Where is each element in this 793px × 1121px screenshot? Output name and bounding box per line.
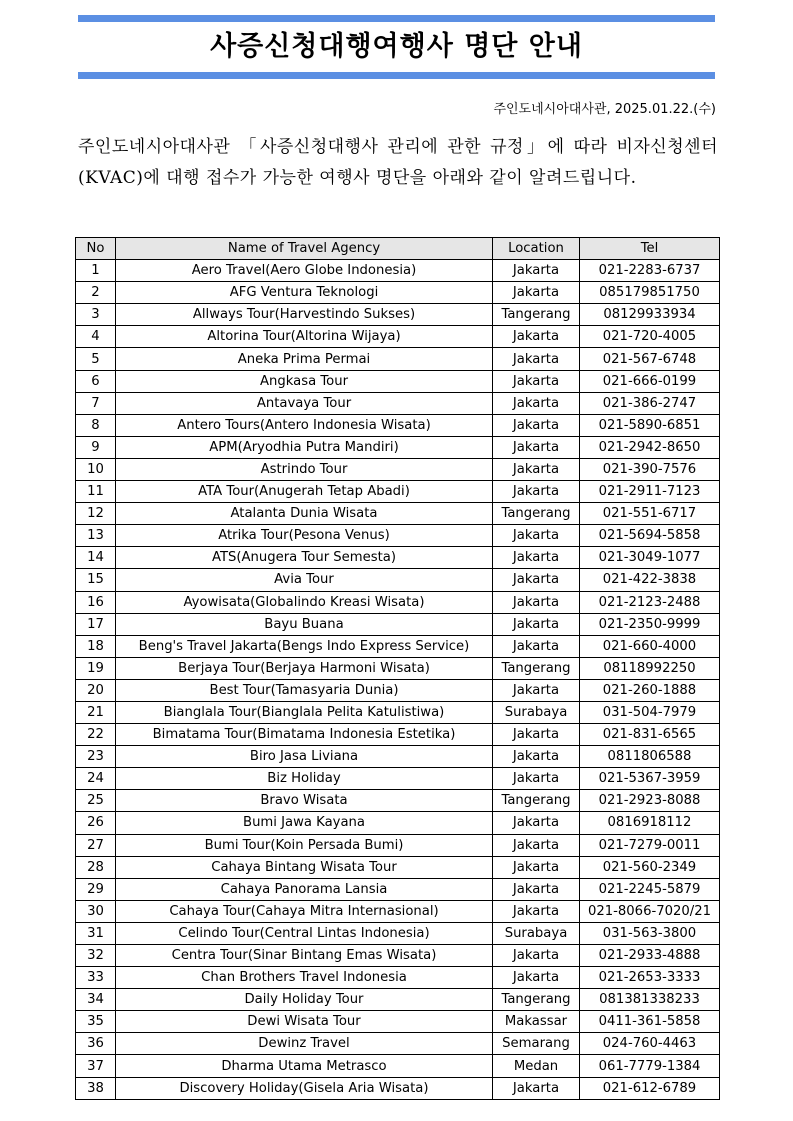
cell-tel: 021-2350-9999 bbox=[580, 613, 720, 635]
cell-tel: 021-2653-3333 bbox=[580, 967, 720, 989]
cell-no: 32 bbox=[76, 945, 116, 967]
cell-tel: 021-2942-8650 bbox=[580, 436, 720, 458]
cell-agency-name: Centra Tour(Sinar Bintang Emas Wisata) bbox=[116, 945, 493, 967]
cell-tel: 021-666-0199 bbox=[580, 370, 720, 392]
page-title: 사증신청대행여행사 명단 안내 bbox=[210, 31, 583, 62]
cell-no: 2 bbox=[76, 282, 116, 304]
cell-tel: 0816918112 bbox=[580, 812, 720, 834]
cell-location: Jakarta bbox=[493, 525, 580, 547]
cell-agency-name: Dewinz Travel bbox=[116, 1033, 493, 1055]
travel-agency-table bbox=[75, 237, 720, 1100]
cell-location: Jakarta bbox=[493, 900, 580, 922]
cell-tel: 021-422-3838 bbox=[580, 569, 720, 591]
table-row bbox=[76, 613, 720, 635]
table-row bbox=[76, 326, 720, 348]
cell-location: Jakarta bbox=[493, 436, 580, 458]
cell-no: 38 bbox=[76, 1077, 116, 1099]
table-row bbox=[76, 878, 720, 900]
table-row bbox=[76, 481, 720, 503]
cell-no: 1 bbox=[76, 260, 116, 282]
cell-agency-name: Bravo Wisata bbox=[116, 790, 493, 812]
header-no: No bbox=[76, 238, 116, 260]
cell-agency-name: Cahaya Tour(Cahaya Mitra Internasional) bbox=[116, 900, 493, 922]
cell-tel: 021-2911-7123 bbox=[580, 481, 720, 503]
cell-agency-name: Dharma Utama Metrasco bbox=[116, 1055, 493, 1077]
intro-paragraph: 주인도네시아대사관 「사증신청대행사 관리에 관한 규정」에 따라 비자신청센터(KVAC)에 대행 접수가 가능한 여행사 명단을 아래와 같이 알려드립니다. bbox=[78, 137, 718, 188]
cell-agency-name: Allways Tour(Harvestindo Sukses) bbox=[116, 304, 493, 326]
cell-location: Jakarta bbox=[493, 613, 580, 635]
cell-location: Jakarta bbox=[493, 945, 580, 967]
cell-agency-name: Cahaya Bintang Wisata Tour bbox=[116, 856, 493, 878]
cell-agency-name: Atrika Tour(Pesona Venus) bbox=[116, 525, 493, 547]
table-row bbox=[76, 370, 720, 392]
cell-tel: 021-5890-6851 bbox=[580, 414, 720, 436]
cell-no: 6 bbox=[76, 370, 116, 392]
table-row bbox=[76, 458, 720, 480]
table-row bbox=[76, 260, 720, 282]
table-row bbox=[76, 1033, 720, 1055]
cell-location: Jakarta bbox=[493, 724, 580, 746]
cell-location: Jakarta bbox=[493, 834, 580, 856]
cell-tel: 061-7779-1384 bbox=[580, 1055, 720, 1077]
cell-agency-name: Altorina Tour(Altorina Wijaya) bbox=[116, 326, 493, 348]
table-row bbox=[76, 282, 720, 304]
cell-location: Jakarta bbox=[493, 414, 580, 436]
cell-agency-name: Dewi Wisata Tour bbox=[116, 1011, 493, 1033]
cell-tel: 081381338233 bbox=[580, 989, 720, 1011]
table-row bbox=[76, 679, 720, 701]
cell-tel: 0411-361-5858 bbox=[580, 1011, 720, 1033]
cell-location: Tangerang bbox=[493, 503, 580, 525]
cell-no: 16 bbox=[76, 591, 116, 613]
cell-tel: 021-567-6748 bbox=[580, 348, 720, 370]
cell-no: 26 bbox=[76, 812, 116, 834]
header-location: Location bbox=[493, 238, 580, 260]
cell-location: Tangerang bbox=[493, 989, 580, 1011]
table-row bbox=[76, 900, 720, 922]
cell-no: 27 bbox=[76, 834, 116, 856]
cell-location: Jakarta bbox=[493, 260, 580, 282]
cell-tel: 085179851750 bbox=[580, 282, 720, 304]
cell-tel: 021-260-1888 bbox=[580, 679, 720, 701]
cell-agency-name: Ayowisata(Globalindo Kreasi Wisata) bbox=[116, 591, 493, 613]
cell-agency-name: ATS(Anugera Tour Semesta) bbox=[116, 547, 493, 569]
table-body bbox=[76, 260, 720, 1100]
cell-agency-name: Antavaya Tour bbox=[116, 392, 493, 414]
cell-location: Tangerang bbox=[493, 657, 580, 679]
cell-no: 17 bbox=[76, 613, 116, 635]
cell-location: Jakarta bbox=[493, 370, 580, 392]
cell-tel: 08129933934 bbox=[580, 304, 720, 326]
cell-no: 36 bbox=[76, 1033, 116, 1055]
cell-tel: 0811806588 bbox=[580, 746, 720, 768]
table-header-row bbox=[76, 238, 720, 260]
cell-agency-name: Berjaya Tour(Berjaya Harmoni Wisata) bbox=[116, 657, 493, 679]
table-row bbox=[76, 945, 720, 967]
cell-agency-name: Avia Tour bbox=[116, 569, 493, 591]
cell-location: Jakarta bbox=[493, 967, 580, 989]
cell-no: 22 bbox=[76, 724, 116, 746]
table-row bbox=[76, 790, 720, 812]
table-row bbox=[76, 724, 720, 746]
cell-location: Jakarta bbox=[493, 878, 580, 900]
cell-tel: 021-2245-5879 bbox=[580, 878, 720, 900]
table-row bbox=[76, 304, 720, 326]
table-row bbox=[76, 746, 720, 768]
cell-agency-name: Aero Travel(Aero Globe Indonesia) bbox=[116, 260, 493, 282]
cell-tel: 021-612-6789 bbox=[580, 1077, 720, 1099]
cell-agency-name: Daily Holiday Tour bbox=[116, 989, 493, 1011]
cell-tel: 021-2283-6737 bbox=[580, 260, 720, 282]
cell-tel: 021-560-2349 bbox=[580, 856, 720, 878]
cell-no: 5 bbox=[76, 348, 116, 370]
cell-agency-name: ATA Tour(Anugerah Tetap Abadi) bbox=[116, 481, 493, 503]
cell-tel: 021-2933-4888 bbox=[580, 945, 720, 967]
cell-tel: 021-720-4005 bbox=[580, 326, 720, 348]
table-row bbox=[76, 922, 720, 944]
issuer-date-line: 주인도네시아대사관, 2025.01.22.(수) bbox=[493, 102, 716, 117]
table-row bbox=[76, 503, 720, 525]
cell-no: 7 bbox=[76, 392, 116, 414]
cell-location: Jakarta bbox=[493, 458, 580, 480]
table-row bbox=[76, 701, 720, 723]
cell-location: Jakarta bbox=[493, 812, 580, 834]
cell-no: 13 bbox=[76, 525, 116, 547]
table-row bbox=[76, 1055, 720, 1077]
table-row bbox=[76, 834, 720, 856]
cell-no: 20 bbox=[76, 679, 116, 701]
cell-no: 25 bbox=[76, 790, 116, 812]
cell-location: Jakarta bbox=[493, 679, 580, 701]
cell-agency-name: Bimatama Tour(Bimatama Indonesia Estetika) bbox=[116, 724, 493, 746]
cell-location: Jakarta bbox=[493, 591, 580, 613]
cell-no: 3 bbox=[76, 304, 116, 326]
cell-location: Jakarta bbox=[493, 768, 580, 790]
cell-tel: 031-563-3800 bbox=[580, 922, 720, 944]
cell-tel: 021-660-4000 bbox=[580, 635, 720, 657]
cell-tel: 021-551-6717 bbox=[580, 503, 720, 525]
cell-no: 15 bbox=[76, 569, 116, 591]
table-row bbox=[76, 547, 720, 569]
cell-agency-name: Biro Jasa Liviana bbox=[116, 746, 493, 768]
cell-agency-name: Bayu Buana bbox=[116, 613, 493, 635]
cell-location: Surabaya bbox=[493, 922, 580, 944]
title-bottom-rule bbox=[78, 72, 715, 79]
cell-tel: 021-386-2747 bbox=[580, 392, 720, 414]
cell-tel: 021-2123-2488 bbox=[580, 591, 720, 613]
cell-location: Jakarta bbox=[493, 326, 580, 348]
cell-agency-name: Beng's Travel Jakarta(Bengs Indo Express Service) bbox=[116, 635, 493, 657]
cell-location: Surabaya bbox=[493, 701, 580, 723]
table-row bbox=[76, 967, 720, 989]
cell-location: Jakarta bbox=[493, 282, 580, 304]
cell-no: 14 bbox=[76, 547, 116, 569]
cell-no: 29 bbox=[76, 878, 116, 900]
table-row bbox=[76, 1011, 720, 1033]
cell-tel: 021-5694-5858 bbox=[580, 525, 720, 547]
table-row bbox=[76, 635, 720, 657]
cell-agency-name: Bumi Tour(Koin Persada Bumi) bbox=[116, 834, 493, 856]
cell-location: Jakarta bbox=[493, 392, 580, 414]
table-row bbox=[76, 856, 720, 878]
cell-tel: 08118992250 bbox=[580, 657, 720, 679]
cell-agency-name: Astrindo Tour bbox=[116, 458, 493, 480]
cell-agency-name: APM(Aryodhia Putra Mandiri) bbox=[116, 436, 493, 458]
cell-no: 19 bbox=[76, 657, 116, 679]
cell-tel: 021-831-6565 bbox=[580, 724, 720, 746]
cell-location: Jakarta bbox=[493, 547, 580, 569]
cell-no: 28 bbox=[76, 856, 116, 878]
cell-location: Jakarta bbox=[493, 1077, 580, 1099]
header-tel: Tel bbox=[580, 238, 720, 260]
table-row bbox=[76, 591, 720, 613]
cell-no: 8 bbox=[76, 414, 116, 436]
cell-location: Medan bbox=[493, 1055, 580, 1077]
cell-no: 37 bbox=[76, 1055, 116, 1077]
cell-tel: 021-2923-8088 bbox=[580, 790, 720, 812]
cell-agency-name: Atalanta Dunia Wisata bbox=[116, 503, 493, 525]
cell-agency-name: Biz Holiday bbox=[116, 768, 493, 790]
table-row bbox=[76, 657, 720, 679]
table-row bbox=[76, 1077, 720, 1099]
cell-no: 9 bbox=[76, 436, 116, 458]
cell-agency-name: Discovery Holiday(Gisela Aria Wisata) bbox=[116, 1077, 493, 1099]
cell-agency-name: Antero Tours(Antero Indonesia Wisata) bbox=[116, 414, 493, 436]
cell-agency-name: Chan Brothers Travel Indonesia bbox=[116, 967, 493, 989]
cell-tel: 021-390-7576 bbox=[580, 458, 720, 480]
table-row bbox=[76, 768, 720, 790]
cell-tel: 021-8066-7020/21 bbox=[580, 900, 720, 922]
title-top-rule bbox=[78, 15, 715, 22]
cell-tel: 021-7279-0011 bbox=[580, 834, 720, 856]
cell-agency-name: Bumi Jawa Kayana bbox=[116, 812, 493, 834]
table-row bbox=[76, 414, 720, 436]
header-name: Name of Travel Agency bbox=[116, 238, 493, 260]
cell-location: Jakarta bbox=[493, 569, 580, 591]
cell-agency-name: Angkasa Tour bbox=[116, 370, 493, 392]
cell-tel: 024-760-4463 bbox=[580, 1033, 720, 1055]
cell-no: 18 bbox=[76, 635, 116, 657]
cell-location: Tangerang bbox=[493, 790, 580, 812]
cell-location: Jakarta bbox=[493, 746, 580, 768]
cell-location: Tangerang bbox=[493, 304, 580, 326]
table-row bbox=[76, 812, 720, 834]
table-row bbox=[76, 436, 720, 458]
cell-agency-name: AFG Ventura Teknologi bbox=[116, 282, 493, 304]
cell-no: 30 bbox=[76, 900, 116, 922]
cell-agency-name: Best Tour(Tamasyaria Dunia) bbox=[116, 679, 493, 701]
cell-no: 10 bbox=[76, 458, 116, 480]
cell-tel: 021-5367-3959 bbox=[580, 768, 720, 790]
cell-no: 33 bbox=[76, 967, 116, 989]
table-row bbox=[76, 569, 720, 591]
cell-location: Jakarta bbox=[493, 481, 580, 503]
cell-location: Jakarta bbox=[493, 856, 580, 878]
cell-agency-name: Celindo Tour(Central Lintas Indonesia) bbox=[116, 922, 493, 944]
cell-no: 31 bbox=[76, 922, 116, 944]
cell-location: Makassar bbox=[493, 1011, 580, 1033]
cell-agency-name: Bianglala Tour(Bianglala Pelita Katulistiwa) bbox=[116, 701, 493, 723]
cell-no: 12 bbox=[76, 503, 116, 525]
cell-location: Semarang bbox=[493, 1033, 580, 1055]
cell-agency-name: Aneka Prima Permai bbox=[116, 348, 493, 370]
table-row bbox=[76, 525, 720, 547]
cell-tel: 021-3049-1077 bbox=[580, 547, 720, 569]
table-row bbox=[76, 392, 720, 414]
cell-agency-name: Cahaya Panorama Lansia bbox=[116, 878, 493, 900]
cell-tel: 031-504-7979 bbox=[580, 701, 720, 723]
table-row bbox=[76, 989, 720, 1011]
cell-location: Jakarta bbox=[493, 635, 580, 657]
table-row bbox=[76, 348, 720, 370]
cell-no: 34 bbox=[76, 989, 116, 1011]
cell-location: Jakarta bbox=[493, 348, 580, 370]
cell-no: 4 bbox=[76, 326, 116, 348]
cell-no: 35 bbox=[76, 1011, 116, 1033]
cell-no: 24 bbox=[76, 768, 116, 790]
cell-no: 23 bbox=[76, 746, 116, 768]
cell-no: 21 bbox=[76, 701, 116, 723]
cell-no: 11 bbox=[76, 481, 116, 503]
